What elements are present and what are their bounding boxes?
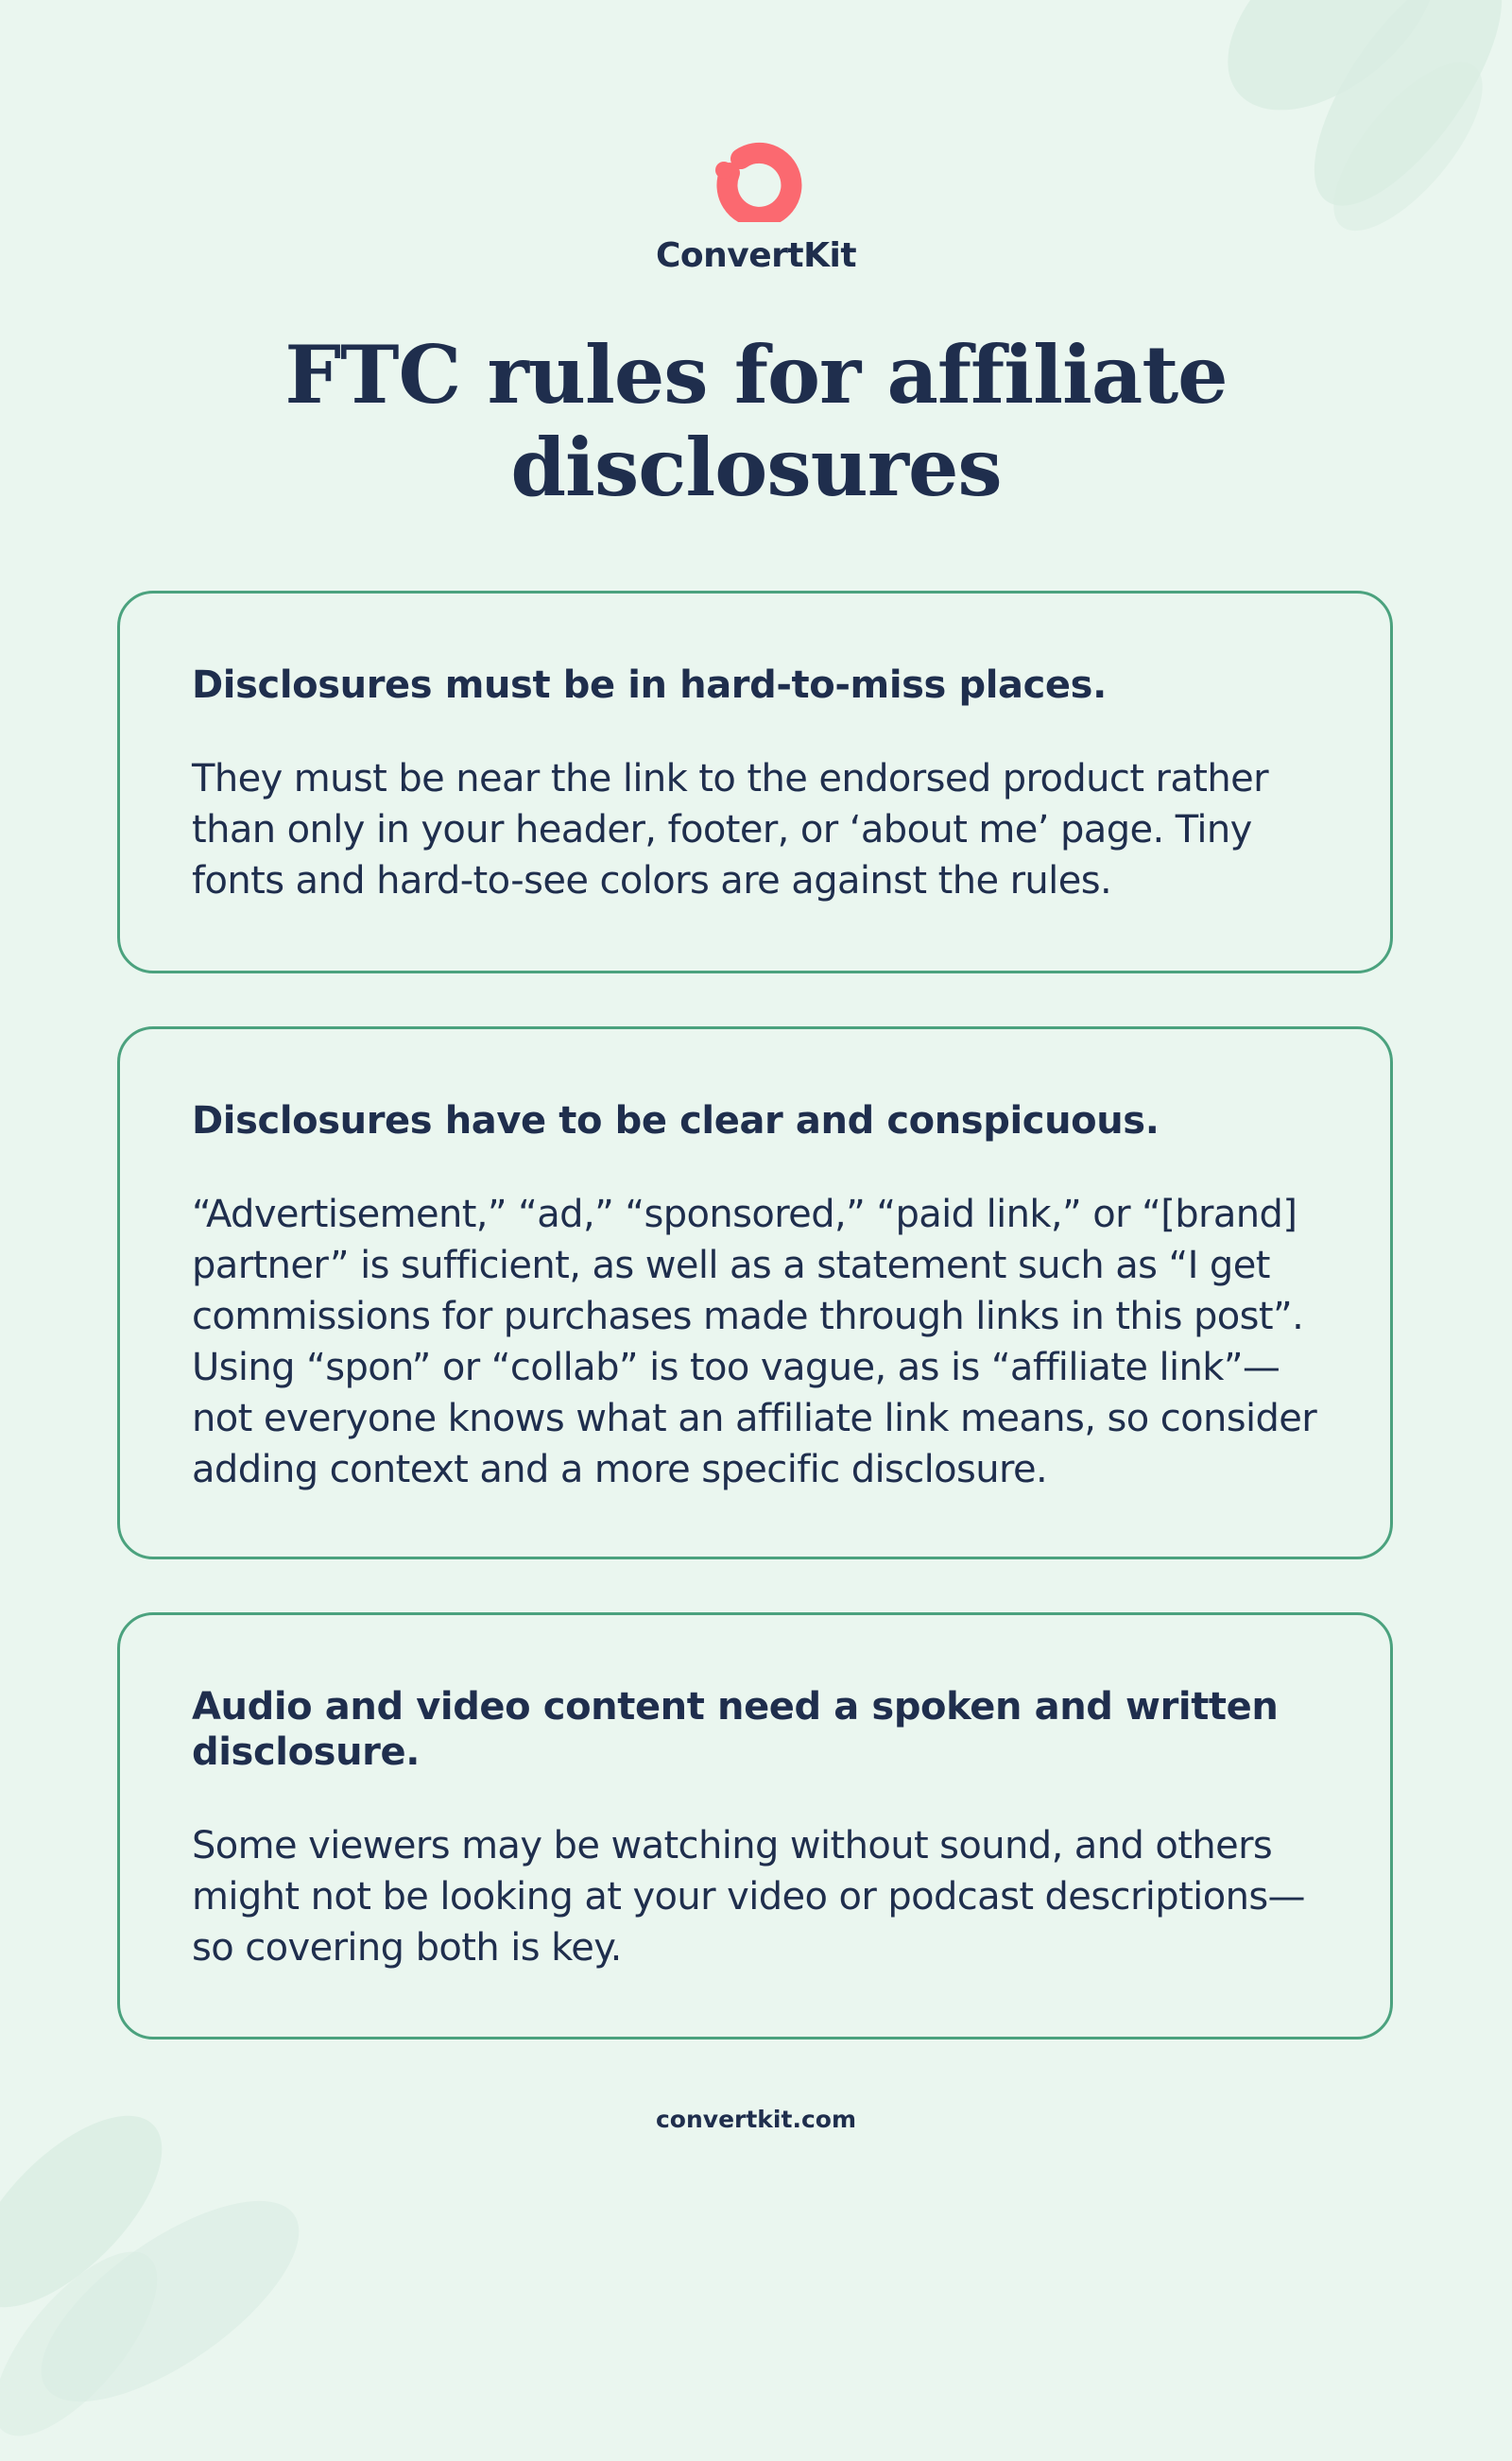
rule-body: They must be near the link to the endorsed product rather than only in your header, footer, or ‘about me’ page. Tiny fonts and hard-to-see colors are against the rules. (192, 757, 1268, 903)
rule-heading: Audio and video content need a spoken and written disclosure. (192, 1685, 1279, 1774)
rule-card (117, 1026, 1393, 1559)
rule-heading: Disclosures must be in hard-to-miss places. (192, 663, 1107, 707)
rule-card (117, 591, 1393, 973)
rule-body: “Advertisement,” “ad,” “sponsored,” “paid link,” or “[brand] partner” is sufficient, as well as a statement such as “I get commissions for purchases made through links in this post”. Using “spon” or “collab” is too vague, as is “affiliate link”—not everyone knows what an affiliate link means, so consider adding context and a more specific disclosure. (192, 1193, 1317, 1491)
convertkit-ring-icon (704, 118, 808, 222)
footer-url: convertkit.com (655, 2106, 856, 2133)
rule-heading: Disclosures have to be clear and conspicuous. (192, 1099, 1160, 1143)
rule-card (117, 1612, 1393, 2039)
page-title: FTC rules for affiliate disclosures (284, 328, 1228, 514)
rule-body: Some viewers may be watching without sound, and others might not be looking at your video or podcast descriptions—so covering both is key. (192, 1824, 1305, 1970)
brand-logo (0, 118, 1512, 275)
brand-name: ConvertKit (655, 236, 857, 275)
